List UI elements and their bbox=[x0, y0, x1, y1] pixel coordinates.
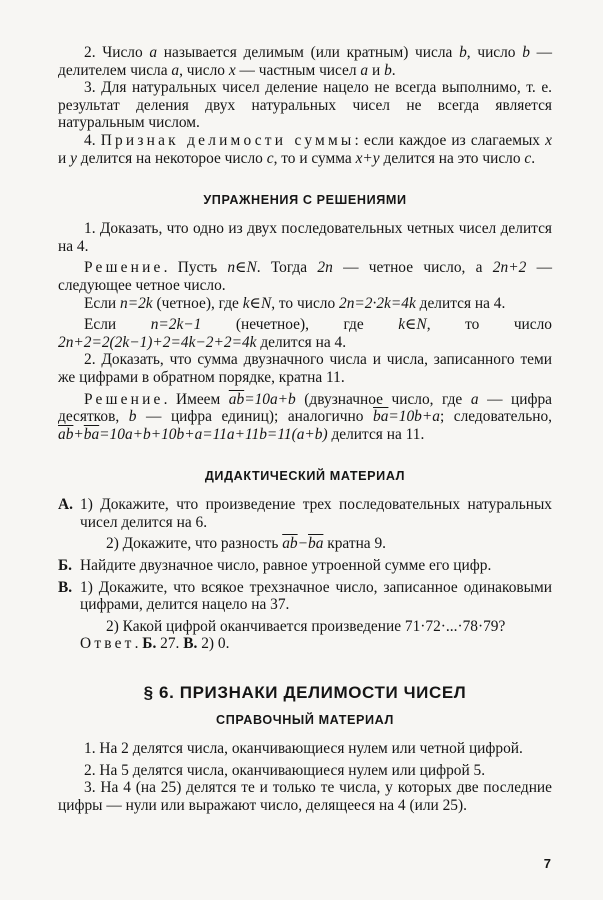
text: — частным чисел bbox=[235, 61, 361, 79]
didactic-item-a-2 bbox=[58, 535, 552, 553]
text: называется делимым (или кратным) числа bbox=[157, 44, 460, 61]
math: a bbox=[470, 390, 479, 408]
math: n=2k bbox=[120, 294, 153, 312]
text: 2) Докажите, что разность bbox=[106, 535, 283, 553]
text: . Имеем bbox=[163, 390, 229, 408]
var: a bbox=[360, 61, 369, 79]
answer-label: Ответ bbox=[80, 635, 135, 653]
text: , то и сумма bbox=[273, 149, 356, 167]
var: y bbox=[70, 149, 77, 167]
text: (двузначное число, где bbox=[295, 390, 471, 408]
reference-heading: СПРАВОЧНЫЙ МАТЕРИАЛ bbox=[216, 713, 394, 728]
exercise-1: 1. Доказать, что одно из двух последовательных четных чисел делится на 4. bbox=[58, 220, 552, 255]
rule-1: 1. На 2 делятся числа, оканчивающиеся нулем или четной цифрой. bbox=[84, 740, 523, 758]
text: 27. bbox=[156, 635, 184, 653]
didactic-item-a bbox=[58, 496, 552, 531]
answer-key: В. bbox=[183, 635, 198, 653]
math: 2n+2 bbox=[492, 259, 527, 277]
didactic-item-c-2: 2) Какой цифрой оканчивается произведение 71·72·...·78·79? bbox=[106, 617, 506, 635]
var: b bbox=[522, 44, 530, 61]
didactic-item-b bbox=[58, 557, 552, 575]
math-overline: $\overline{ba}$ bbox=[373, 408, 389, 426]
intro-paragraph-2 bbox=[58, 44, 552, 79]
text: . Пусть bbox=[163, 259, 228, 277]
var: b bbox=[459, 44, 467, 61]
var: a bbox=[171, 61, 180, 79]
item-text: Найдите двузначное число, равное утроенной сумме его цифр. bbox=[80, 557, 492, 575]
didactic-item-c bbox=[58, 579, 552, 614]
math: b bbox=[128, 408, 137, 426]
text: Если bbox=[84, 316, 151, 334]
page-content bbox=[58, 44, 552, 814]
text: 2. Число bbox=[84, 44, 150, 61]
math: − bbox=[297, 535, 308, 553]
text: 4. bbox=[84, 131, 101, 149]
item-text: 1) Докажите, что произведение трех последовательных натуральных чисел делится на 6. bbox=[80, 496, 552, 531]
text: (четное), где bbox=[152, 294, 243, 312]
page-number: 7 bbox=[543, 856, 551, 871]
math: n∈N bbox=[227, 259, 257, 277]
text: — следующее четное число. bbox=[58, 259, 552, 294]
text: . bbox=[134, 635, 143, 653]
text: кратна 9. bbox=[323, 535, 387, 553]
answer-key: Б. bbox=[142, 635, 157, 653]
text: делится на 4. bbox=[256, 333, 347, 351]
text: — цифра десятков, bbox=[58, 390, 552, 426]
didactic-heading: ДИДАКТИЧЕСКИЙ МАТЕРИАЛ bbox=[204, 469, 406, 484]
text: — делителем числа bbox=[58, 44, 552, 79]
text: , то число bbox=[271, 294, 340, 312]
var: c bbox=[266, 149, 274, 167]
answer-line bbox=[58, 635, 552, 653]
text: . bbox=[531, 149, 536, 167]
math: =10b+a bbox=[388, 408, 440, 426]
var: b bbox=[384, 61, 392, 79]
item-text: 1) Докажите, что всякое трехзначное число, записанное одинаковыми цифрами, делится нацело на 37. bbox=[80, 578, 552, 614]
solution-1 bbox=[58, 259, 552, 294]
math: 2n+2=2(2k−1)+2=4k−2+2=4k bbox=[58, 333, 257, 351]
item-label: В. bbox=[58, 578, 73, 596]
math: =10a+b bbox=[244, 390, 296, 408]
text: , число bbox=[466, 44, 523, 61]
solution-1-case-even bbox=[58, 295, 552, 313]
solution-label: Решение bbox=[84, 390, 164, 408]
intro-paragraph-3: 3. Для натуральных чисел деление нацело не всегда выполнимо, т. е. результат деления двух натуральных чисел не всегда является натуральным числом. bbox=[58, 79, 552, 132]
math: + bbox=[73, 425, 84, 443]
text: и bbox=[368, 61, 385, 79]
text: : если каждое из слагаемых bbox=[354, 131, 546, 149]
text: , число bbox=[179, 61, 229, 79]
math-overline: $\overline{ab}$ bbox=[228, 390, 245, 408]
text: делится на это число bbox=[379, 149, 525, 167]
text: . Тогда bbox=[256, 259, 318, 277]
var: x bbox=[228, 61, 236, 79]
text: и bbox=[58, 149, 71, 167]
var: x bbox=[545, 131, 553, 149]
section-title: § 6. ПРИЗНАКИ ДЕЛИМОСТИ ЧИСЕЛ bbox=[143, 683, 467, 703]
intro-paragraph-4 bbox=[58, 132, 552, 167]
text: 2) 0. bbox=[197, 635, 230, 653]
item-label: Б. bbox=[58, 557, 73, 575]
math: k∈N bbox=[398, 316, 427, 334]
text: Если bbox=[84, 294, 120, 312]
rule-3: 3. На 4 (на 25) делятся те и только те числа, у которых две последние цифры — нули или выражают число, делящееся на 4 (или 25). bbox=[58, 779, 552, 814]
math: k∈N bbox=[242, 294, 272, 312]
math: 2n bbox=[317, 259, 333, 277]
text: ; следовательно, bbox=[439, 408, 552, 426]
exercise-2: 2. Доказать, что сумма двузначного числа и числа, записанного теми же цифрами в обратном порядке, кратна 11. bbox=[58, 351, 552, 386]
math: =10a+b+10b+a=11a+11b=11(a+b) bbox=[99, 425, 328, 443]
text: делится на некоторое число bbox=[76, 149, 267, 167]
var: x+y bbox=[355, 149, 380, 167]
spaced-term: Признак делимости суммы bbox=[100, 131, 355, 149]
math-overline: $\overline{ab}$ bbox=[58, 425, 74, 443]
exercises-heading: УПРАЖНЕНИЯ С РЕШЕНИЯМИ bbox=[203, 193, 407, 208]
text: (нечетное), где bbox=[201, 316, 399, 334]
var: c bbox=[524, 149, 532, 167]
math: 2n=2·2k=4k bbox=[339, 294, 416, 312]
math-overline: $\overline{ab}$ bbox=[282, 535, 298, 553]
text: , то число bbox=[426, 316, 553, 334]
math-overline: $\overline{ba}$ bbox=[83, 425, 100, 443]
item-label: А. bbox=[58, 496, 73, 514]
solution-2 bbox=[58, 391, 552, 444]
solution-label: Решение bbox=[84, 259, 164, 277]
var: a bbox=[149, 44, 158, 61]
text: . bbox=[391, 61, 396, 79]
text: делится на 11. bbox=[327, 425, 425, 443]
rule-2: 2. На 5 делятся числа, оканчивающиеся нулем или цифрой 5. bbox=[84, 761, 486, 779]
math-overline: $\overline{ba}$ bbox=[308, 535, 324, 553]
math: n=2k−1 bbox=[150, 316, 202, 334]
text: — четное число, а bbox=[332, 259, 493, 277]
solution-1-case-odd bbox=[58, 316, 552, 351]
text: — цифра единиц); аналогично bbox=[136, 408, 374, 426]
text: делится на 4. bbox=[415, 294, 506, 312]
